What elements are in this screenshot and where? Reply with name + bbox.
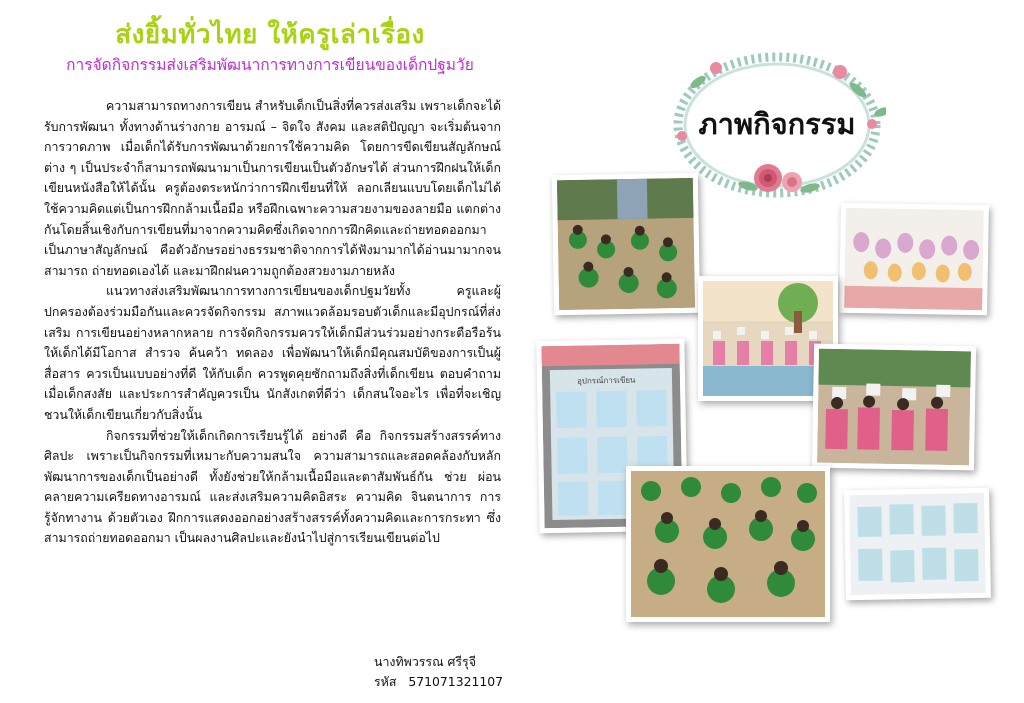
article-body — [44, 96, 501, 549]
student-id-line — [374, 672, 503, 692]
page-subtitle: การจัดกิจกรรมส่งเสริมพัฒนาการทางการเขียนของเด็กปฐมวัย — [66, 56, 474, 74]
photo-caption: อุปกรณ์การเขียน — [576, 375, 636, 386]
gallery-title: ภาพกิจกรรม — [698, 107, 856, 141]
article-paragraph: ความสามารถทางการเขียน สำหรับเด็กเป็นสิ่งที่ควรส่งเสริม เพราะเด็กจะได้รับการพัฒนา ทั้งทางด้านร่างกาย อารมณ์ – จิตใจ สังคม และสติปัญญา จะเริ่มต้นจากการวาดภาพ เมื่อเด็กได้รับการพัฒนาด้วยการใช้ความคิด โดยการขีดเขียนสัญลักษณ์ต่าง ๆ เป็นประจำก็สามารถพัฒนามาเป็นการเขียนเป็นตัวอักษรได้ ส่วนการฝึกฝนให้เด็กเขียนหนังสือให้ได้นั้น ครูต้องตระหนักว่าการฝึกเขียนที่ให้ ลอกเลียนแบบโดยเด็กไม่ได้ใช้ความคิดแต่เป็นการฝึกกล้ามเนื้อมือ หรือฝึกเฉพาะความสวยงามของลายมือ แตกต่างกันโดยสิ้นเชิงกับการเขียนที่มาจากความคิดซึ่งเกิดจากการฝึกคิดและถ่ายทอดออกมา เป็นภาษาสัญลักษณ์ คือตัวอักษรอย่างธรรมชาติจากการได้ฟังมามากได้อ่านมามากจนสามารถ ถ่ายทอดเองได้ และมาฝึกฝนความถูกต้องสวยงามภายหลัง — [44, 98, 501, 278]
activity-photo — [839, 203, 989, 316]
activity-photo — [812, 344, 976, 471]
activity-photo — [552, 173, 700, 316]
student-id-label: รหัส — [374, 674, 397, 689]
article-paragraph: กิจกรรมที่ช่วยให้เด็กเกิดการเรียนรู้ได้ อย่างดี คือ กิจกรรมสร้างสรรค์ทางศิลปะ เพราะเป็นกิจกรรมที่เหมาะกับความสนใจ ความสามารถและสอดคล้องกับหลักพัฒนาการของเด็กเป็นอย่างดี ทั้งยังช่วยให้กล้ามเนื้อมือและตาสัมพันธ์กัน ช่วย ผ่อนคลายความเครียดทางอารมณ์ และส่งเสริมความคิดอิสระ ความคิด จินตนาการ การรู้จักทางาน ด้วยตัวเอง ฝึกการแสดงออกอย่างสร้างสรรค์ทั้งความคิดและการกระทา ซึ่งสามารถถ่ายทอดออกมา เป็นผลงานศิลปะและยังนำไปสู่การเรียนเขียนต่อไป — [44, 427, 501, 546]
author-block — [374, 652, 503, 692]
author-name: นางทิพวรรณ ศรีรุจี — [374, 654, 476, 669]
article-paragraph: แนวทางส่งเสริมพัฒนาการทางการเขียนของเด็กปฐมวัยทั้ง ครูและผู้ปกครองต้องร่วมมือกันและควรจัดกิจกรรม สภาพแวดล้อมรอบตัวเด็กและมีอุปกรณ์ที่ส่งเสริม การเขียนอย่างหลากหลาย การจัดกิจกรรมควรให้เด็กมีส่วนร่วมอย่างกระตือรือร้น ให้เด็กได้มีโอกาส สำรวจ ค้นคว้า ทดลอง เพื่อพัฒนาให้เด็กมีคุณสมบัติของการเป็นผู้สื่อสาร ควรเป็นแบบอย่างที่ดี ให้กับเด็ก ควรพูดคุยซักถามถึงสิ่งที่เด็กเขียน ตอบคำถามเมื่อเด็กสงสัย และประการสำคัญควรเป็น นักสังเกตที่ดีว่า เด็กสนใจอะไร เพื่อที่จะเชิญชวนให้เด็กเขียนเกี่ยวกับสิ่งนั้น — [44, 283, 501, 422]
gallery-title-frame — [668, 46, 886, 204]
page-title: ส่งยิ้มทั่วไทย ให้ครูเล่าเรื่อง — [115, 20, 425, 50]
activity-photo — [844, 488, 991, 601]
activity-photo — [626, 466, 830, 622]
student-id-value: 571071321107 — [408, 674, 503, 689]
